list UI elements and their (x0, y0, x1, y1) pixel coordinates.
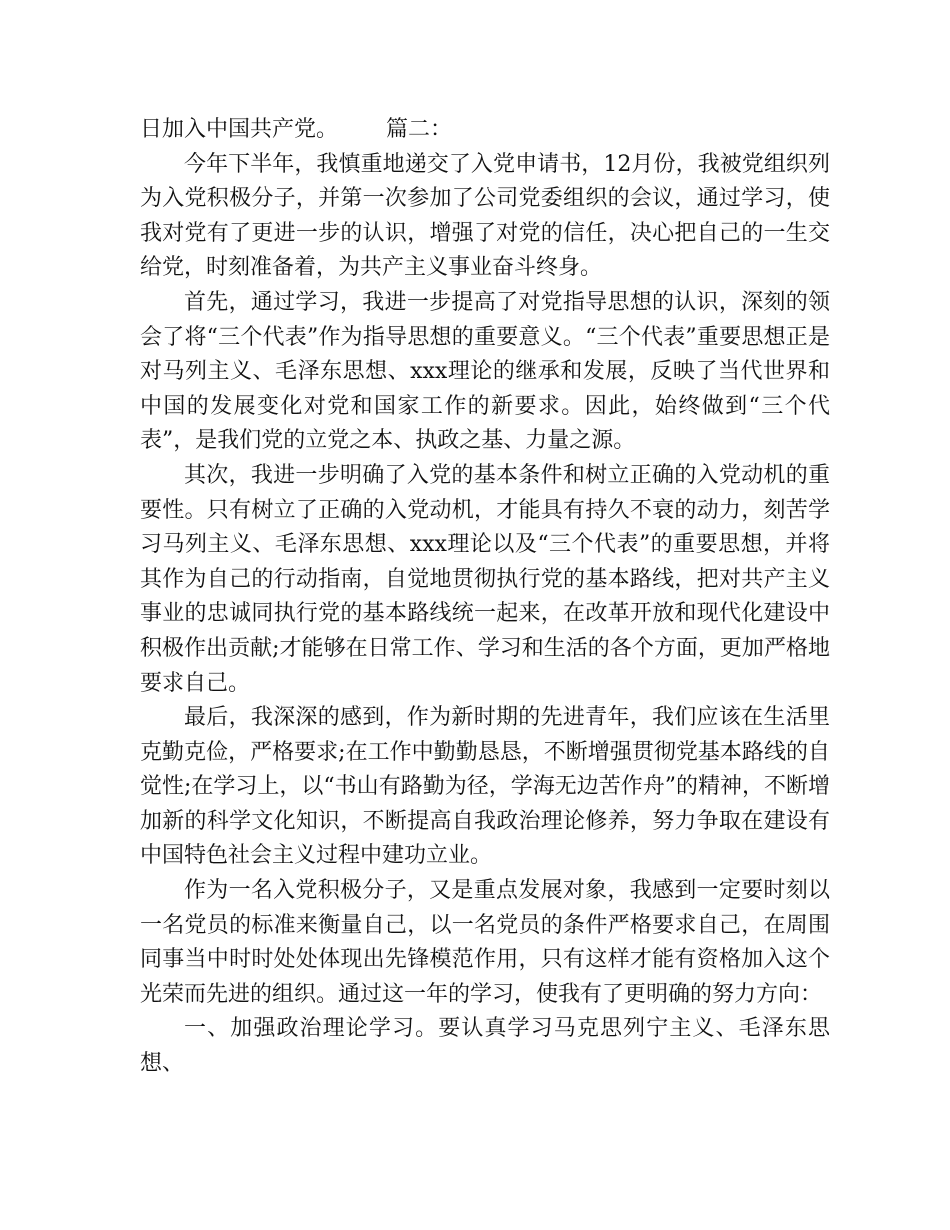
document-body (140, 113, 830, 1082)
document-first-line (140, 113, 830, 148)
paragraph-3: 其次，我进一步明确了入党的基本条件和树立正确的入党动机的重要性。只有树立了正确的入党动机，才能具有持久不衰的动力，刻苦学习马列主义、毛泽东思想、xxx理论以及“三个代表”的重要思想，并将其作为自己的行动指南，自觉地贯彻执行党的基本路线，把对共产主义事业的忠诚同执行党的基本路线统一起来，在改革开放和现代化建设中积极作出贡献;才能够在日常工作、学习和生活的各个方面，更加严格地要求自己。 (140, 462, 830, 696)
paragraph-2: 首先，通过学习，我进一步提高了对党指导思想的认识，深刻的领会了将“三个代表”作为指导思想的重要意义。“三个代表”重要思想正是对马列主义、毛泽东思想、xxx理论的继承和发展，反映了当代世界和中国的发展变化对党和国家工作的新要求。因此，始终做到“三个代表”，是我们党的立党之本、执政之基、力量之源。 (140, 289, 830, 454)
section-label: 篇二： (386, 117, 453, 142)
paragraph-5: 作为一名入党积极分子，又是重点发展对象，我感到一定要时刻以一名党员的标准来衡量自己，以一名党员的条件严格要求自己，在周围同事当中时时处处体现出先锋模范作用，只有这样才能有资格加入这个光荣而先进的组织。通过这一年的学习，使我有了更明确的努力方向： (140, 878, 830, 1007)
paragraph-1: 今年下半年，我慎重地递交了入党申请书，12月份，我被党组织列为入党积极分子，并第一次参加了公司党委组织的会议，通过学习，使我对党有了更进一步的认识，增强了对党的信任，决心把自己的一生交给党，时刻准备着，为共产主义事业奋斗终身。 (140, 151, 830, 281)
paragraph-6: 一、加强政治理论学习。要认真学习马克思列宁主义、毛泽东思想、 (140, 1016, 830, 1077)
first-line-text: 日加入中国共产党。 (140, 117, 339, 142)
paragraph-4: 最后，我深深的感到，作为新时期的先进青年，我们应该在生活里克勤克俭，严格要求;在工作中勤勤恳恳，不断增强贯彻党基本路线的自觉性;在学习上，以“书山有路勤为径，学海无边苦作舟”的精神，不断增加新的科学文化知识，不断提高自我政治理论修养，努力争取在建设有中国特色社会主义过程中建功立业。 (140, 705, 830, 869)
